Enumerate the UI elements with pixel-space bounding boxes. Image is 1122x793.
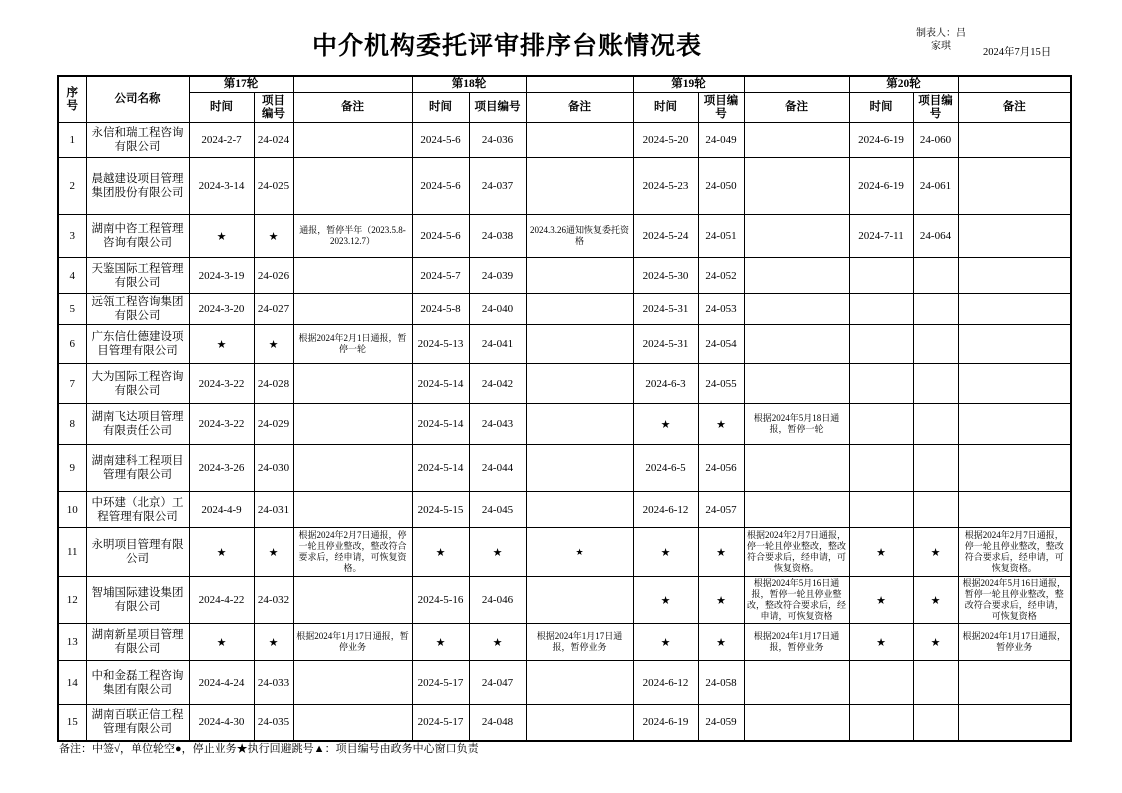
cell-r17-remark bbox=[293, 364, 412, 404]
cell-r18-remark: 根据2024年1月17日通报，暂停业务 bbox=[526, 624, 633, 661]
cell-r20-time: ★ bbox=[849, 624, 913, 661]
cell-r19-remark bbox=[744, 158, 849, 215]
cell-r20-remark bbox=[958, 705, 1071, 741]
cell-r19-time: 2024-6-19 bbox=[633, 705, 698, 741]
header-round-17: 第17轮 bbox=[189, 76, 293, 93]
cell-r18-remark bbox=[526, 577, 633, 624]
cell-company: 广东信仕德建设项目管理有限公司 bbox=[86, 325, 189, 364]
table-row bbox=[58, 325, 1071, 364]
cell-company: 湖南中咨工程管理咨询有限公司 bbox=[86, 215, 189, 258]
cell-r20-remark bbox=[958, 258, 1071, 294]
cell-r18-remark bbox=[526, 661, 633, 705]
cell-r18-remark bbox=[526, 445, 633, 492]
cell-r19-number: 24-054 bbox=[698, 325, 744, 364]
cell-r20-number: ★ bbox=[913, 577, 958, 624]
table-row bbox=[58, 624, 1071, 661]
table-row bbox=[58, 123, 1071, 158]
cell-seq: 4 bbox=[58, 258, 86, 294]
cell-r17-remark bbox=[293, 705, 412, 741]
cell-r17-number: 24-026 bbox=[254, 258, 293, 294]
cell-r17-remark bbox=[293, 294, 412, 325]
cell-r19-remark bbox=[744, 705, 849, 741]
cell-r20-remark: 根据2024年5月16日通报，暂停一轮且停业整改，整改符合要求后，经申请，可恢复资格 bbox=[958, 577, 1071, 624]
cell-r17-remark bbox=[293, 158, 412, 215]
cell-r18-remark bbox=[526, 258, 633, 294]
table-row bbox=[58, 215, 1071, 258]
cell-r17-remark bbox=[293, 258, 412, 294]
cell-r20-number: 24-060 bbox=[913, 123, 958, 158]
cell-r18-time: 2024-5-13 bbox=[412, 325, 469, 364]
cell-r20-remark bbox=[958, 215, 1071, 258]
header-seq: 序号 bbox=[58, 76, 86, 123]
cell-r20-remark bbox=[958, 364, 1071, 404]
cell-r18-time: 2024-5-14 bbox=[412, 404, 469, 445]
cell-company: 晨越建设项目管理集团股份有限公司 bbox=[86, 158, 189, 215]
header-r18-time: 时间 bbox=[412, 93, 469, 123]
cell-r19-time: ★ bbox=[633, 528, 698, 577]
cell-seq: 7 bbox=[58, 364, 86, 404]
cell-r19-remark: 根据2024年5月18日通报，暂停一轮 bbox=[744, 404, 849, 445]
cell-company: 湖南建科工程项目管理有限公司 bbox=[86, 445, 189, 492]
cell-r20-number: ★ bbox=[913, 624, 958, 661]
table-row bbox=[58, 158, 1071, 215]
cell-company: 湖南新星项目管理有限公司 bbox=[86, 624, 189, 661]
header-company: 公司名称 bbox=[86, 76, 189, 123]
cell-r20-number bbox=[913, 492, 958, 528]
cell-r17-time: ★ bbox=[189, 325, 254, 364]
cell-r18-number: 24-042 bbox=[469, 364, 526, 404]
cell-r17-time: 2024-2-7 bbox=[189, 123, 254, 158]
cell-r20-time bbox=[849, 294, 913, 325]
cell-r19-number: ★ bbox=[698, 624, 744, 661]
cell-r17-remark bbox=[293, 661, 412, 705]
cell-r19-remark bbox=[744, 325, 849, 364]
header-r17-number: 项目编号 bbox=[254, 93, 293, 123]
cell-r19-time: 2024-5-23 bbox=[633, 158, 698, 215]
cell-r19-time: 2024-5-31 bbox=[633, 294, 698, 325]
cell-r18-time: 2024-5-8 bbox=[412, 294, 469, 325]
cell-company: 智埔国际建设集团有限公司 bbox=[86, 577, 189, 624]
cell-company: 天鉴国际工程管理有限公司 bbox=[86, 258, 189, 294]
cell-r20-time: 2024-6-19 bbox=[849, 123, 913, 158]
cell-r18-remark: ★ bbox=[526, 528, 633, 577]
cell-r19-remark bbox=[744, 661, 849, 705]
cell-r17-time: 2024-4-30 bbox=[189, 705, 254, 741]
cell-r18-remark bbox=[526, 158, 633, 215]
cell-r17-time: 2024-3-22 bbox=[189, 364, 254, 404]
cell-seq: 2 bbox=[58, 158, 86, 215]
cell-company: 远瓴工程咨询集团有限公司 bbox=[86, 294, 189, 325]
cell-seq: 5 bbox=[58, 294, 86, 325]
cell-r17-remark bbox=[293, 492, 412, 528]
cell-r20-number bbox=[913, 294, 958, 325]
cell-r19-number: 24-055 bbox=[698, 364, 744, 404]
cell-r17-remark: 根据2024年2月7日通报，停一轮且停业整改，整改符合要求后，经申请，可恢复资格。 bbox=[293, 528, 412, 577]
cell-r17-time: 2024-4-24 bbox=[189, 661, 254, 705]
cell-r19-number: 24-049 bbox=[698, 123, 744, 158]
header-r19-time: 时间 bbox=[633, 93, 698, 123]
cell-seq: 14 bbox=[58, 661, 86, 705]
table-row bbox=[58, 258, 1071, 294]
cell-r19-time: ★ bbox=[633, 624, 698, 661]
cell-r20-number: 24-061 bbox=[913, 158, 958, 215]
cell-r17-number: 24-035 bbox=[254, 705, 293, 741]
cell-r19-time: 2024-6-12 bbox=[633, 661, 698, 705]
cell-r18-remark bbox=[526, 404, 633, 445]
cell-company: 湖南飞达项目管理有限责任公司 bbox=[86, 404, 189, 445]
header-round-19: 第19轮 bbox=[633, 76, 744, 93]
cell-r17-remark bbox=[293, 404, 412, 445]
cell-r20-remark bbox=[958, 445, 1071, 492]
cell-r17-number: 24-028 bbox=[254, 364, 293, 404]
cell-r17-number: 24-033 bbox=[254, 661, 293, 705]
cell-r17-number: 24-030 bbox=[254, 445, 293, 492]
cell-r18-time: 2024-5-17 bbox=[412, 661, 469, 705]
cell-r19-number: 24-052 bbox=[698, 258, 744, 294]
cell-r19-number: ★ bbox=[698, 528, 744, 577]
cell-r17-number: 24-027 bbox=[254, 294, 293, 325]
cell-r17-number: 24-032 bbox=[254, 577, 293, 624]
header-r19-number: 项目编号 bbox=[698, 93, 744, 123]
cell-r17-number: 24-025 bbox=[254, 158, 293, 215]
cell-r20-number bbox=[913, 661, 958, 705]
cell-r18-remark: 2024.3.26通知恢复委托资格 bbox=[526, 215, 633, 258]
cell-r19-number: 24-051 bbox=[698, 215, 744, 258]
cell-r20-time: 2024-6-19 bbox=[849, 158, 913, 215]
cell-r18-number: 24-043 bbox=[469, 404, 526, 445]
report-date: 2024年7月15日 bbox=[983, 47, 1052, 58]
cell-company: 永明项目管理有限公司 bbox=[86, 528, 189, 577]
cell-r19-remark: 根据2024年5月16日通报，暂停一轮且停业整改，整改符合要求后，经申请，可恢复资格 bbox=[744, 577, 849, 624]
cell-r18-remark bbox=[526, 123, 633, 158]
cell-r19-time: ★ bbox=[633, 577, 698, 624]
cell-r20-time bbox=[849, 404, 913, 445]
ledger-table bbox=[57, 75, 1072, 742]
cell-r19-number: ★ bbox=[698, 577, 744, 624]
cell-r18-number: 24-046 bbox=[469, 577, 526, 624]
cell-r19-remark bbox=[744, 258, 849, 294]
table-row bbox=[58, 528, 1071, 577]
header-r17-remark: 备注 bbox=[293, 93, 412, 123]
cell-r20-remark bbox=[958, 325, 1071, 364]
table-header bbox=[58, 76, 1071, 123]
header-r20-remark: 备注 bbox=[958, 93, 1071, 123]
cell-r18-number: 24-044 bbox=[469, 445, 526, 492]
cell-r19-remark: 根据2024年2月7日通报，停一轮且停业整改，整改符合要求后，经申请，可恢复资格。 bbox=[744, 528, 849, 577]
cell-r18-number: 24-047 bbox=[469, 661, 526, 705]
cell-company: 大为国际工程咨询有限公司 bbox=[86, 364, 189, 404]
cell-r20-number: ★ bbox=[913, 528, 958, 577]
round-18-gap-cell bbox=[526, 76, 633, 93]
cell-r20-number bbox=[913, 404, 958, 445]
cell-r18-number: 24-036 bbox=[469, 123, 526, 158]
cell-r20-remark bbox=[958, 492, 1071, 528]
table-row bbox=[58, 661, 1071, 705]
cell-r19-time: ★ bbox=[633, 404, 698, 445]
cell-r17-remark: 根据2024年2月1日通报，暂停一轮 bbox=[293, 325, 412, 364]
table-row bbox=[58, 705, 1071, 741]
cell-r20-remark: 根据2024年2月7日通报，停一轮且停业整改，整改符合要求后，经申请，可恢复资格。 bbox=[958, 528, 1071, 577]
cell-r18-time: 2024-5-14 bbox=[412, 364, 469, 404]
cell-r19-remark bbox=[744, 123, 849, 158]
header-r17-time: 时间 bbox=[189, 93, 254, 123]
footnote: 备注：中签√，单位轮空●，停止业务★执行回避跳号▲：项目编号由政务中心窗口负责 bbox=[59, 743, 479, 755]
cell-r20-time: ★ bbox=[849, 577, 913, 624]
cell-r17-remark: 通报，暂停半年（2023.5.8-2023.12.7） bbox=[293, 215, 412, 258]
table-body bbox=[58, 123, 1071, 741]
cell-r18-number: 24-045 bbox=[469, 492, 526, 528]
table-row bbox=[58, 492, 1071, 528]
cell-r18-number: 24-039 bbox=[469, 258, 526, 294]
page-title: 中介机构委托评审排序台账情况表 bbox=[311, 33, 702, 60]
cell-r17-time: 2024-4-22 bbox=[189, 577, 254, 624]
cell-r20-time bbox=[849, 661, 913, 705]
cell-r20-time bbox=[849, 325, 913, 364]
cell-r19-number: 24-058 bbox=[698, 661, 744, 705]
cell-seq: 11 bbox=[58, 528, 86, 577]
cell-r18-time: ★ bbox=[412, 528, 469, 577]
round-17-gap-cell bbox=[293, 76, 412, 93]
cell-r19-remark bbox=[744, 364, 849, 404]
cell-r18-number: 24-048 bbox=[469, 705, 526, 741]
cell-r18-remark bbox=[526, 705, 633, 741]
cell-r17-remark bbox=[293, 577, 412, 624]
cell-r17-time: 2024-3-14 bbox=[189, 158, 254, 215]
cell-seq: 10 bbox=[58, 492, 86, 528]
table-row bbox=[58, 445, 1071, 492]
cell-r18-time: 2024-5-15 bbox=[412, 492, 469, 528]
cell-r20-time: 2024-7-11 bbox=[849, 215, 913, 258]
cell-r17-time: ★ bbox=[189, 624, 254, 661]
cell-r17-number: 24-024 bbox=[254, 123, 293, 158]
cell-r19-number: 24-059 bbox=[698, 705, 744, 741]
cell-r17-number: ★ bbox=[254, 215, 293, 258]
table-row bbox=[58, 577, 1071, 624]
cell-r18-remark bbox=[526, 364, 633, 404]
cell-r18-time: 2024-5-17 bbox=[412, 705, 469, 741]
cell-r20-remark bbox=[958, 404, 1071, 445]
cell-r18-remark bbox=[526, 492, 633, 528]
cell-r19-time: 2024-6-5 bbox=[633, 445, 698, 492]
cell-r18-number: 24-041 bbox=[469, 325, 526, 364]
round-19-gap-cell bbox=[744, 76, 849, 93]
header-r20-time: 时间 bbox=[849, 93, 913, 123]
cell-r18-time: 2024-5-14 bbox=[412, 445, 469, 492]
cell-r17-number: 24-029 bbox=[254, 404, 293, 445]
table-row bbox=[58, 294, 1071, 325]
cell-r18-time: 2024-5-6 bbox=[412, 215, 469, 258]
cell-r19-number: ★ bbox=[698, 404, 744, 445]
cell-r19-time: 2024-6-12 bbox=[633, 492, 698, 528]
cell-r20-remark bbox=[958, 661, 1071, 705]
cell-r17-time: 2024-3-26 bbox=[189, 445, 254, 492]
header-r18-remark: 备注 bbox=[526, 93, 633, 123]
cell-r20-time bbox=[849, 492, 913, 528]
cell-r19-remark bbox=[744, 294, 849, 325]
cell-r17-remark bbox=[293, 445, 412, 492]
cell-company: 永信和瑞工程咨询有限公司 bbox=[86, 123, 189, 158]
header-r18-number: 项目编号 bbox=[469, 93, 526, 123]
cell-r17-time: 2024-3-22 bbox=[189, 404, 254, 445]
cell-r18-remark bbox=[526, 294, 633, 325]
header-round-18: 第18轮 bbox=[412, 76, 526, 93]
cell-r19-time: 2024-6-3 bbox=[633, 364, 698, 404]
cell-r19-time: 2024-5-24 bbox=[633, 215, 698, 258]
cell-seq: 15 bbox=[58, 705, 86, 741]
cell-r19-number: 24-057 bbox=[698, 492, 744, 528]
cell-r17-number: ★ bbox=[254, 325, 293, 364]
cell-r17-time: 2024-3-19 bbox=[189, 258, 254, 294]
cell-r19-number: 24-053 bbox=[698, 294, 744, 325]
header-r19-remark: 备注 bbox=[744, 93, 849, 123]
cell-r18-number: 24-037 bbox=[469, 158, 526, 215]
cell-r20-number bbox=[913, 705, 958, 741]
cell-r20-time bbox=[849, 705, 913, 741]
cell-r17-number: ★ bbox=[254, 624, 293, 661]
cell-r20-number bbox=[913, 364, 958, 404]
cell-r18-number: ★ bbox=[469, 624, 526, 661]
table-row bbox=[58, 404, 1071, 445]
cell-seq: 9 bbox=[58, 445, 86, 492]
cell-r18-time: ★ bbox=[412, 624, 469, 661]
cell-company: 中和金磊工程咨询集团有限公司 bbox=[86, 661, 189, 705]
cell-r17-remark bbox=[293, 123, 412, 158]
cell-r17-time: ★ bbox=[189, 528, 254, 577]
cell-r20-number bbox=[913, 325, 958, 364]
cell-r19-remark bbox=[744, 215, 849, 258]
cell-r17-number: ★ bbox=[254, 528, 293, 577]
cell-r20-time: ★ bbox=[849, 528, 913, 577]
cell-r17-time: 2024-4-9 bbox=[189, 492, 254, 528]
cell-r20-remark bbox=[958, 158, 1071, 215]
cell-r18-remark bbox=[526, 325, 633, 364]
cell-company: 湖南百联正信工程管理有限公司 bbox=[86, 705, 189, 741]
preparer-label: 制表人：吕家琪 bbox=[916, 28, 966, 52]
cell-r20-remark: 根据2024年1月17日通报，暂停业务 bbox=[958, 624, 1071, 661]
cell-r20-number: 24-064 bbox=[913, 215, 958, 258]
cell-seq: 12 bbox=[58, 577, 86, 624]
cell-r20-time bbox=[849, 258, 913, 294]
cell-seq: 13 bbox=[58, 624, 86, 661]
cell-r19-number: 24-050 bbox=[698, 158, 744, 215]
cell-r18-time: 2024-5-6 bbox=[412, 158, 469, 215]
header-round-20: 第20轮 bbox=[849, 76, 958, 93]
cell-r19-time: 2024-5-31 bbox=[633, 325, 698, 364]
cell-r19-time: 2024-5-30 bbox=[633, 258, 698, 294]
cell-r19-remark bbox=[744, 445, 849, 492]
cell-r19-number: 24-056 bbox=[698, 445, 744, 492]
cell-r18-time: 2024-5-16 bbox=[412, 577, 469, 624]
cell-r19-remark: 根据2024年1月17日通报，暂停业务 bbox=[744, 624, 849, 661]
cell-r17-time: ★ bbox=[189, 215, 254, 258]
cell-r19-remark bbox=[744, 492, 849, 528]
cell-r18-number: ★ bbox=[469, 528, 526, 577]
cell-seq: 1 bbox=[58, 123, 86, 158]
cell-r17-remark: 根据2024年1月17日通报，暂停业务 bbox=[293, 624, 412, 661]
table-row bbox=[58, 364, 1071, 404]
cell-r18-number: 24-040 bbox=[469, 294, 526, 325]
cell-seq: 3 bbox=[58, 215, 86, 258]
cell-r18-time: 2024-5-7 bbox=[412, 258, 469, 294]
cell-r20-time bbox=[849, 364, 913, 404]
cell-seq: 6 bbox=[58, 325, 86, 364]
header-r20-number: 项目编号 bbox=[913, 93, 958, 123]
cell-r20-remark bbox=[958, 294, 1071, 325]
cell-r17-number: 24-031 bbox=[254, 492, 293, 528]
round-20-gap-cell bbox=[958, 76, 1071, 93]
cell-r20-number bbox=[913, 445, 958, 492]
cell-seq: 8 bbox=[58, 404, 86, 445]
cell-r18-time: 2024-5-6 bbox=[412, 123, 469, 158]
cell-r19-time: 2024-5-20 bbox=[633, 123, 698, 158]
cell-r18-number: 24-038 bbox=[469, 215, 526, 258]
cell-r20-time bbox=[849, 445, 913, 492]
cell-r20-number bbox=[913, 258, 958, 294]
cell-r20-remark bbox=[958, 123, 1071, 158]
cell-company: 中环建（北京）工程管理有限公司 bbox=[86, 492, 189, 528]
cell-r17-time: 2024-3-20 bbox=[189, 294, 254, 325]
